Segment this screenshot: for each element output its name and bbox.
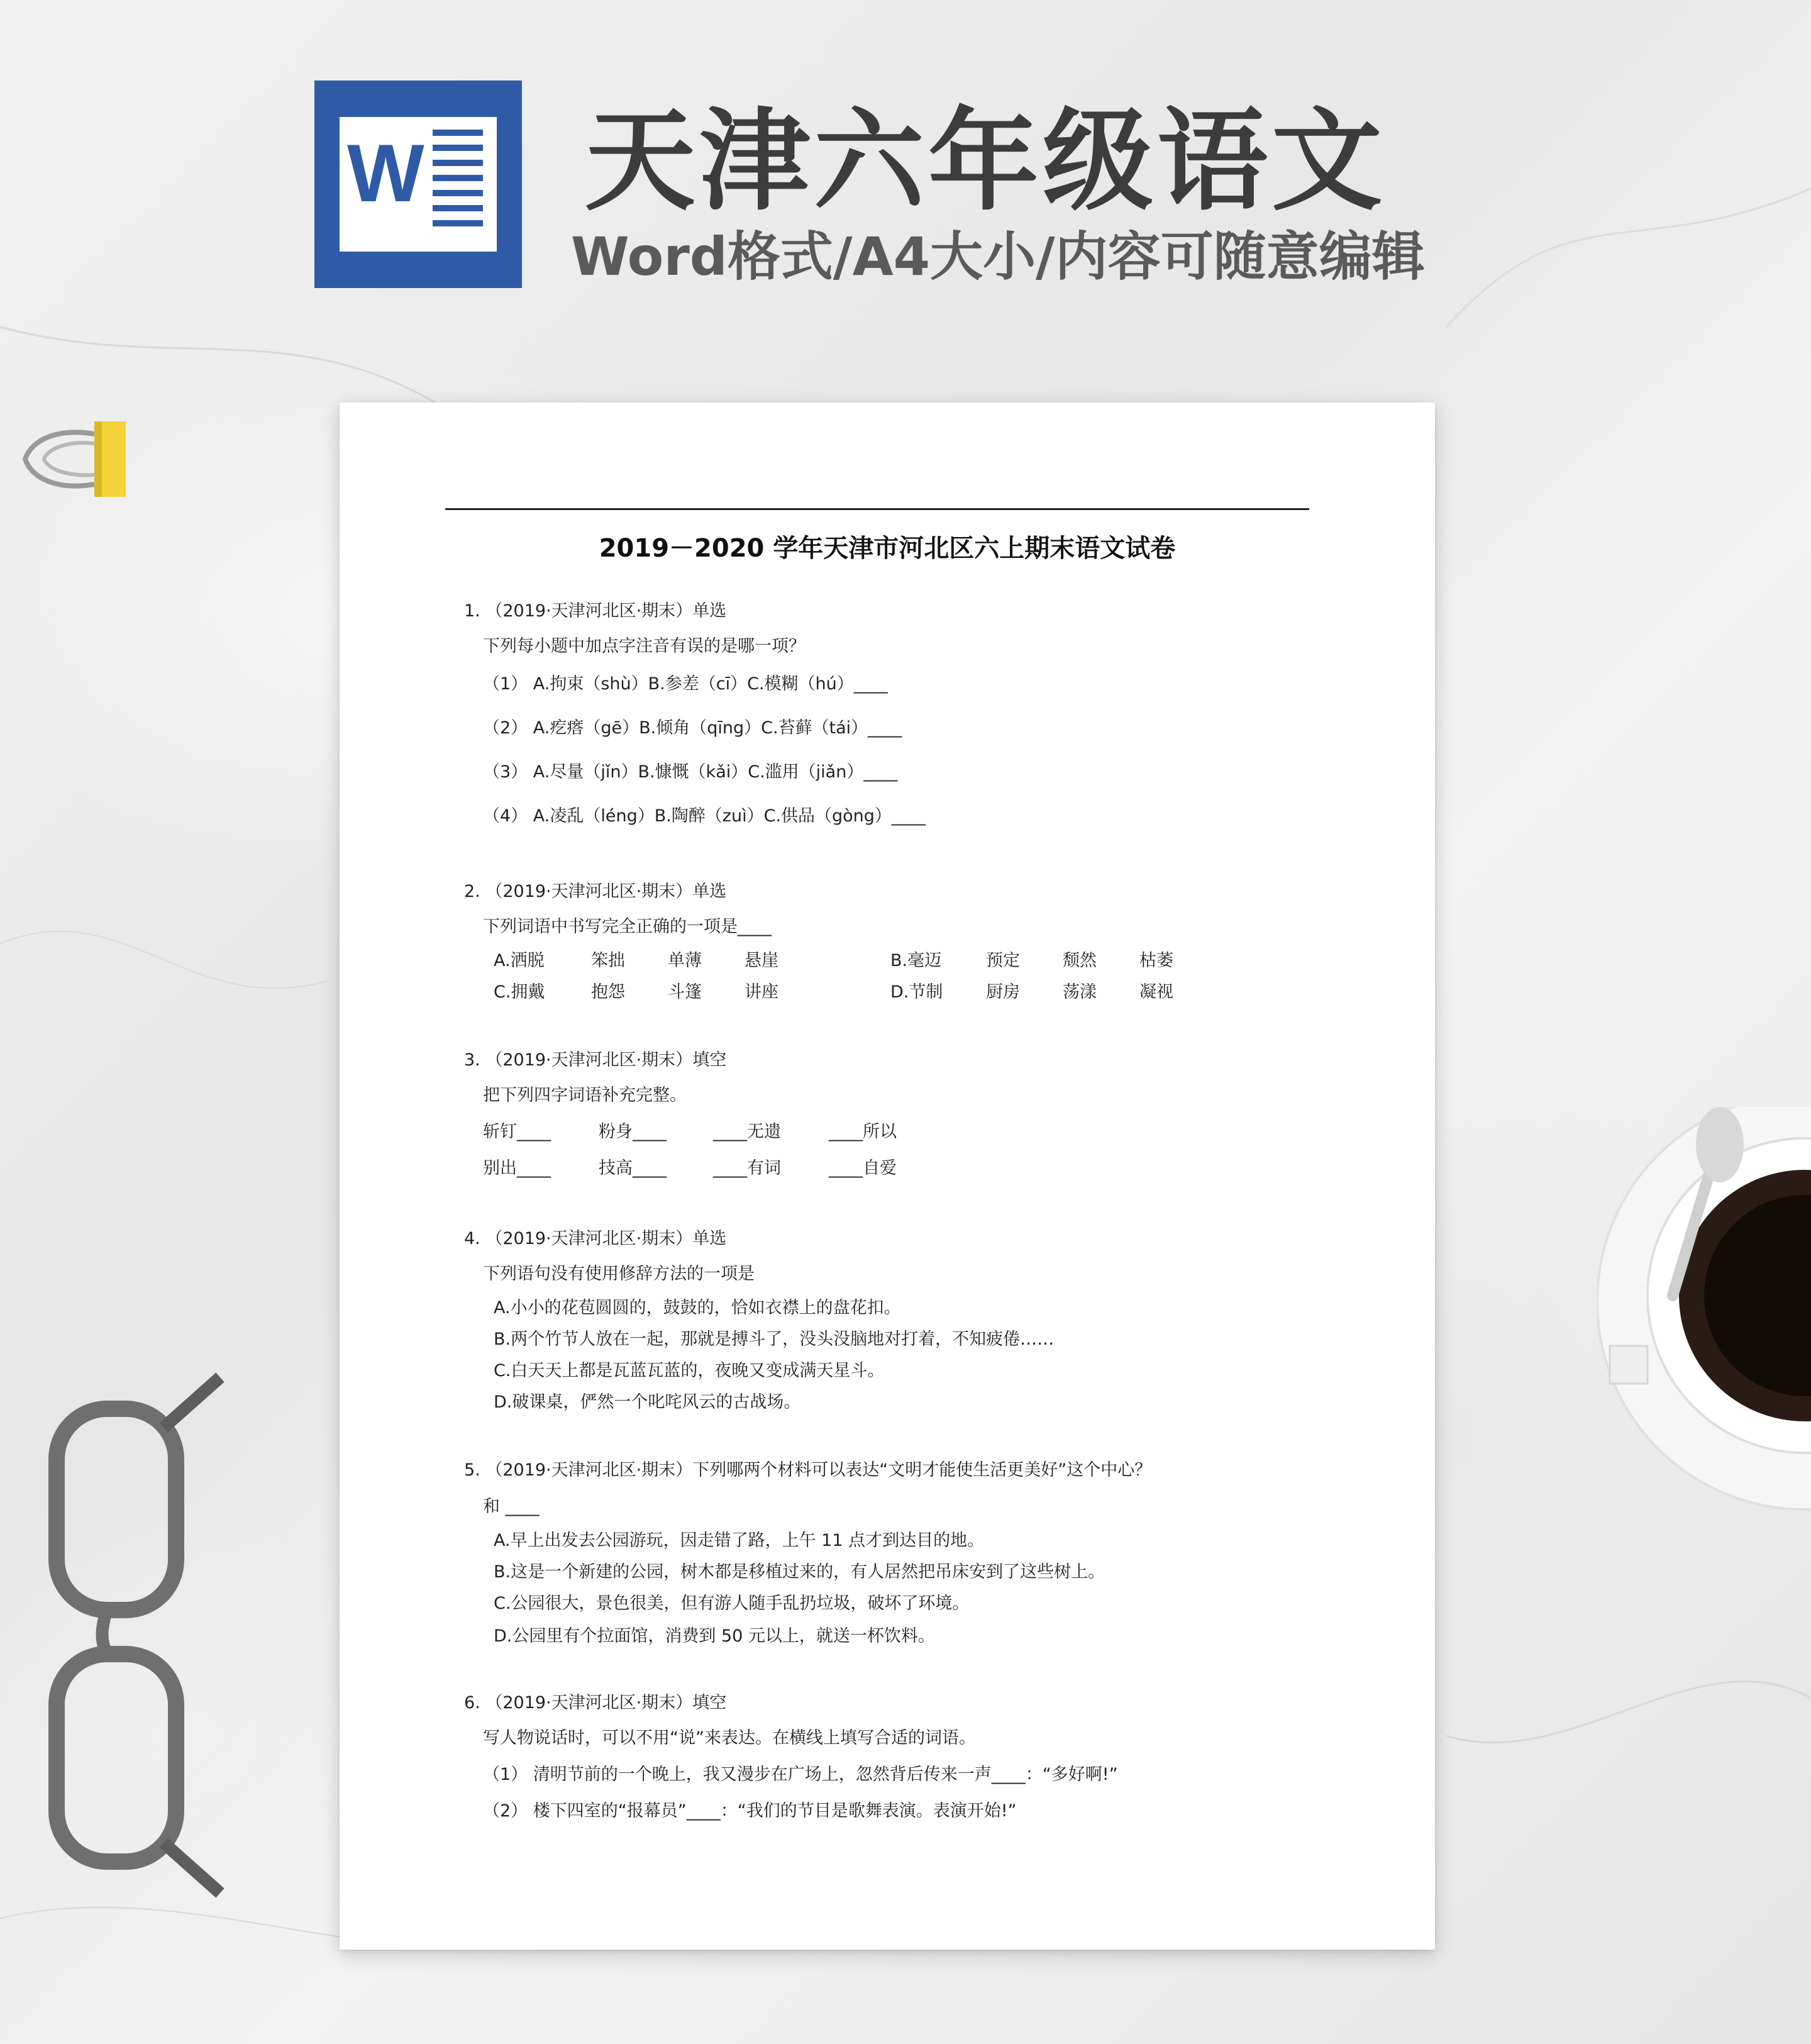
q6-prompt: 写人物说话时，可以不用“说”来表达。在横线上填写合适的词语。 [483,1728,976,1748]
q2-c-3: 斗篷 [668,982,702,1002]
q2-b-4: 枯萎 [1139,951,1173,970]
q3-r2-2: 技高____ [599,1158,667,1178]
q3-r2-3: ____有词 [713,1158,781,1178]
q3-r1-3: ____无遗 [713,1122,781,1141]
q4-head: 4. （2019·天津河北区·期末）单选 [464,1229,727,1248]
q5-line2: 和 ____ [483,1497,540,1516]
q2-a-2: 笨拙 [591,951,625,970]
q4-option-b: B.两个竹节人放在一起，那就是搏斗了，没头没脑地对打着，不知疲倦…… [494,1330,1055,1349]
q4-option-d: D.破课桌，俨然一个叱咤风云的古战场。 [494,1392,801,1412]
q4-option-c: C.白天天上都是瓦蓝瓦蓝的，夜晚又变成满天星斗。 [494,1361,885,1380]
q2-d-4: 凝视 [1139,982,1173,1002]
q5-option-b: B.这是一个新建的公园，树木都是移植过来的，有人居然把吊床安到了这些树上。 [494,1562,1105,1582]
page-subtitle: Word格式/A4大小/内容可随意编辑 [571,226,1425,287]
q2-d-1: D.节制 [890,982,943,1002]
q6-head: 6. （2019·天津河北区·期末）填空 [464,1693,727,1713]
q2-c-2: 抱怨 [591,982,625,1002]
q2-a-4: 悬崖 [745,951,778,970]
eyeglasses-icon [38,1358,239,1925]
q1-item-4: （4） A.凌乱（léng）B.陶醉（zuì）C.供品（gòng）____ [483,806,926,826]
word-logo-lines [433,130,483,235]
q2-c-4: 讲座 [745,982,778,1002]
binder-clip-icon [19,409,132,509]
q5-head: 5. （2019·天津河北区·期末）下列哪两个材料可以表达“文明才能使生活更美好”这个中心？ [464,1460,1152,1480]
word-logo-letter: W [347,127,424,219]
q5-option-d: D.公园里有个拉面馆，消费到 50 元以上，就送一杯饮料。 [494,1626,935,1646]
q4-prompt: 下列语句没有使用修辞方法的一项是 [483,1264,755,1284]
q2-d-2: 厨房 [986,982,1020,1002]
q3-r1-4: ____所以 [829,1122,897,1141]
q2-head: 2. （2019·天津河北区·期末）单选 [464,882,727,901]
q1-head: 1. （2019·天津河北区·期末）单选 [464,601,727,621]
word-logo-icon [314,81,522,288]
document-page [340,403,1435,1950]
q1-item-1: （1） A.拘束（shù）B.参差（cī）C.模糊（hú）____ [483,674,888,694]
q2-c-1: C.拥戴 [494,982,545,1002]
q6-item-1: （1） 清明节前的一个晚上，我又漫步在广场上，忽然背后传来一声____：“多好啊!” [483,1765,1118,1784]
q2-b-3: 颓然 [1063,951,1097,970]
q3-prompt: 把下列四字词语补充完整。 [483,1086,687,1105]
q5-option-a: A.早上出发去公园游玩，因走错了路，上午 11 点才到达目的地。 [494,1531,985,1550]
document-title: 2019－2020 学年天津市河北区六上期末语文试卷 [599,534,1176,563]
q4-option-a: A.小小的花苞圆圆的，鼓鼓的，恰如衣襟上的盘花扣。 [494,1298,901,1318]
q3-r2-4: ____自爱 [829,1158,897,1178]
q2-a-1: A.洒脱 [494,951,545,970]
q5-option-c: C.公园很大，景色很美，但有游人随手乱扔垃圾，破坏了环境。 [494,1594,970,1613]
q3-r1-2: 粉身____ [599,1122,667,1141]
q1-item-2: （2） A.疙瘩（gē）B.倾角（qīng）C.苔藓（tái）____ [483,718,902,738]
q3-r1-1: 斩钉____ [483,1122,551,1141]
q6-item-2: （2） 楼下四室的“报幕员”____：“我们的节目是歌舞表演。表演开始!” [483,1801,1017,1821]
q1-prompt: 下列每小题中加点字注音有误的是哪一项？ [483,636,806,656]
q2-a-3: 单薄 [668,951,702,970]
coffee-cup-icon [1597,1107,1811,1547]
q2-b-1: B.毫迈 [890,951,942,970]
q3-r2-1: 别出____ [483,1158,551,1178]
q2-b-2: 预定 [986,951,1020,970]
q1-item-3: （3） A.尽量（jǐn）B.慷慨（kǎi）C.滥用（jiǎn）____ [483,762,898,782]
q2-d-3: 荡漾 [1063,982,1097,1002]
q2-prompt: 下列词语中书写完全正确的一项是____ [483,917,772,936]
page-title: 天津六年级语文 [585,97,1387,226]
header-rule [445,508,1309,510]
q3-head: 3. （2019·天津河北区·期末）填空 [464,1050,727,1070]
